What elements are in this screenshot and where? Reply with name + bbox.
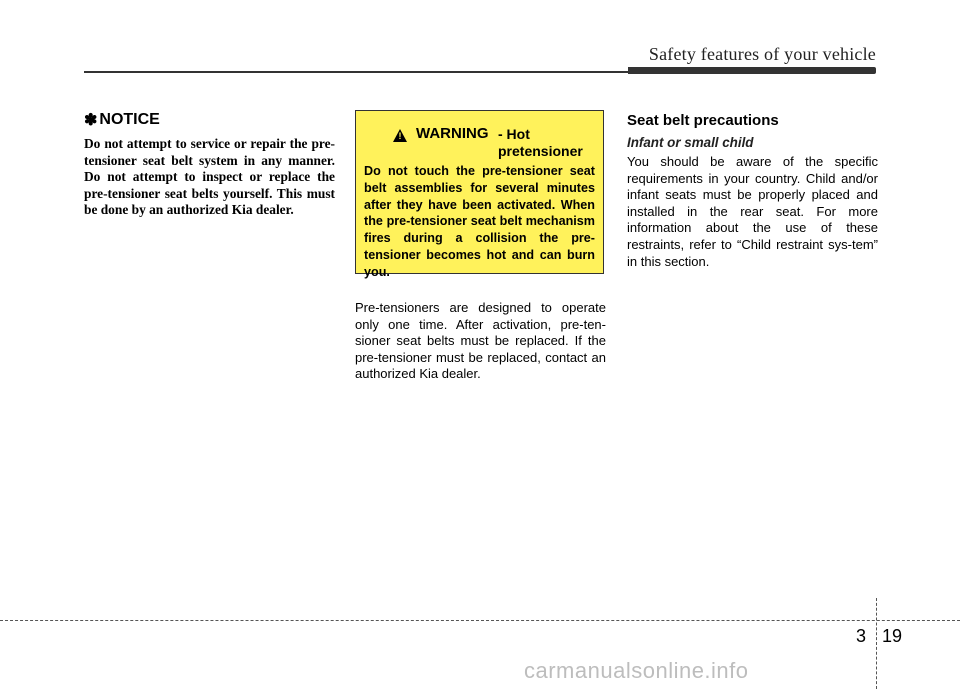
page-number: 19 (882, 626, 903, 646)
warning-exclamation-icon: ! (398, 131, 402, 141)
precautions-body: You should be aware of the specific requirements in your country. Child and/or infant seats must be properly placed and installed in the rear seat. For more information about the use of these restraints, refer to “Child restraint sys-tem” in this section. (627, 154, 878, 269)
notice-heading (84, 110, 335, 130)
header-rule-accent (628, 67, 876, 74)
warning-header (364, 119, 595, 163)
notice-star-icon: ✽ (84, 112, 98, 129)
notice-heading-label: NOTICE (99, 111, 160, 128)
precautions-subheading: Infant or small child (627, 135, 754, 150)
header-rule (84, 71, 650, 73)
warning-topic-line2: pretensioner (498, 143, 583, 159)
precautions-column (627, 110, 878, 270)
notice-column (84, 110, 335, 219)
warning-body: Do not touch the pre-tensioner seat belt assemblies for several minutes after they have been activated. When the pre-tensioner seat belt mechanism fires during a collision the pre-tensioner becomes hot and can burn you. (364, 164, 595, 279)
warning-column (355, 110, 606, 383)
warning-label: WARNING (416, 125, 489, 142)
footer-rule (0, 620, 960, 621)
watermark-text: carmanualsonline.info (524, 658, 749, 683)
precautions-heading: Seat belt precautions (627, 112, 779, 129)
page-header-title: Safety features of your vehicle (648, 44, 876, 64)
footer-divider (876, 598, 877, 689)
pretensioner-paragraph: Pre-tensioners are designed to operate only one time. After activation, pre-ten-sioner seat belts must be replaced. If the pre-tensioner must be replaced, contact an authorized Kia dealer. (355, 300, 606, 382)
notice-body: Do not attempt to service or repair the pre-tensioner seat belt system in any manner. Do not attempt to inspect or replace the pre-tensioner seat belts yourself. This must be done by an authorized Kia dealer. (84, 136, 335, 218)
warning-box (355, 110, 604, 279)
warning-topic-line1: - Hot (498, 126, 530, 142)
chapter-number: 3 (856, 626, 867, 646)
